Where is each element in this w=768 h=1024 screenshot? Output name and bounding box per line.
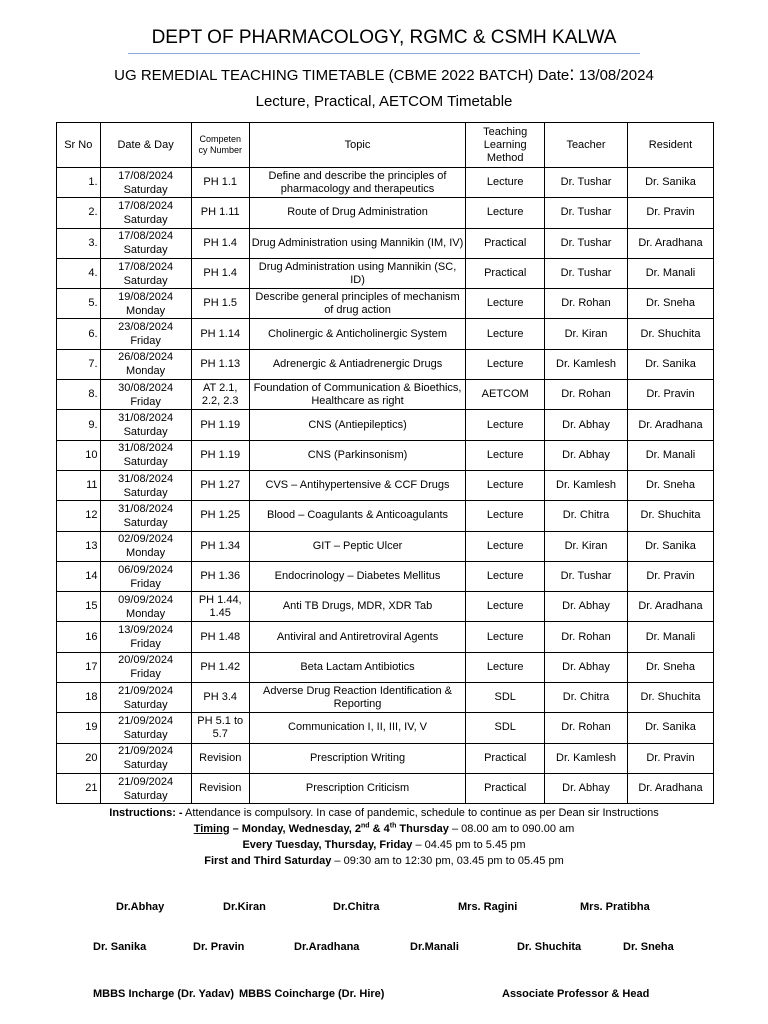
cell-resident: Dr. Manali: [627, 440, 713, 470]
signature-name: Dr. Shuchita: [517, 941, 582, 953]
cell-topic: Communication I, II, III, IV, V: [249, 713, 466, 743]
cell-teacher: Dr. Abhay: [545, 410, 628, 440]
instructions-block: [0, 805, 768, 869]
cell-day: Monday: [126, 607, 166, 620]
cell-teacher: Dr. Kiran: [545, 319, 628, 349]
cell-topic: Adverse Drug Reaction Identification & Reporting: [249, 683, 466, 713]
timing-part-1: – Monday, Wednesday, 2: [229, 823, 361, 835]
cell-topic: Beta Lactam Antibiotics: [249, 652, 466, 682]
signature-head: Associate Professor & Head: [502, 988, 650, 1000]
cell-topic: Drug Administration using Mannikin (SC, ID): [249, 258, 466, 288]
table-row: [57, 592, 714, 622]
cell-method: Practical: [466, 773, 545, 803]
table-row: [57, 713, 714, 743]
timing-sup-2: th: [389, 822, 397, 830]
cell-resident: Dr. Sneha: [627, 289, 713, 319]
cell-competency: PH 1.19: [191, 440, 249, 470]
header-topic: Topic: [249, 123, 466, 168]
cell-competency: PH 3.4: [191, 683, 249, 713]
cell-resident: Dr. Sneha: [627, 470, 713, 500]
instructions-label: Instructions: -: [109, 807, 183, 819]
cell-resident: Dr. Pravin: [627, 380, 713, 410]
cell-date-day: [100, 501, 191, 531]
cell-teacher: Dr. Tushar: [545, 228, 628, 258]
cell-method: Practical: [466, 743, 545, 773]
cell-topic: CNS (Antiepileptics): [249, 410, 466, 440]
cell-topic: Endocrinology – Diabetes Mellitus: [249, 561, 466, 591]
cell-sr-no: 2.: [57, 198, 101, 228]
cell-date-day: [100, 683, 191, 713]
cell-method: Lecture: [466, 289, 545, 319]
cell-date: 02/09/2024: [118, 533, 174, 546]
cell-sr-no: 4.: [57, 258, 101, 288]
timing-hours: – 08.00 am to 090.00 am: [448, 823, 575, 835]
cell-day: Monday: [126, 304, 166, 317]
cell-date-day: [100, 743, 191, 773]
cell-day: Friday: [130, 335, 161, 348]
signature-name: Dr.Aradhana: [294, 941, 360, 953]
cell-date-day: [100, 410, 191, 440]
cell-topic: Antiviral and Antiretroviral Agents: [249, 622, 466, 652]
table-row: [57, 440, 714, 470]
cell-method: Lecture: [466, 561, 545, 591]
cell-date: 17/08/2024: [118, 199, 174, 212]
cell-competency: PH 1.4: [191, 228, 249, 258]
timing-hours-3: – 09:30 am to 12:30 pm, 03.45 pm to 05.45 pm: [331, 855, 564, 867]
table-row: [57, 228, 714, 258]
subtitle-2: Lecture, Practical, AETCOM Timetable: [255, 93, 513, 110]
cell-teacher: Dr. Tushar: [545, 198, 628, 228]
cell-competency: PH 1.36: [191, 561, 249, 591]
cell-date-day: [100, 319, 191, 349]
instructions-line: [0, 805, 768, 821]
cell-topic: CNS (Parkinsonism): [249, 440, 466, 470]
cell-date: 09/09/2024: [118, 593, 174, 606]
cell-teacher: Dr. Kamlesh: [545, 470, 628, 500]
cell-competency: PH 1.42: [191, 652, 249, 682]
signature-name: Dr. Sneha: [623, 941, 674, 953]
cell-method: Lecture: [466, 592, 545, 622]
cell-resident: Dr. Pravin: [627, 198, 713, 228]
signature-name: Dr. Sanika: [93, 941, 147, 953]
cell-competency: PH 1.44, 1.45: [191, 592, 249, 622]
cell-competency: PH 1.27: [191, 470, 249, 500]
cell-sr-no: 11: [57, 470, 101, 500]
cell-sr-no: 17: [57, 652, 101, 682]
table-row: [57, 501, 714, 531]
cell-competency: PH 1.19: [191, 410, 249, 440]
table-row: [57, 470, 714, 500]
instructions-text: Attendance is compulsory. In case of pandemic, schedule to continue as per Dean sir Instructions: [182, 807, 659, 819]
cell-date-day: [100, 228, 191, 258]
cell-teacher: Dr. Tushar: [545, 561, 628, 591]
cell-topic: Prescription Criticism: [249, 773, 466, 803]
cell-date-day: [100, 289, 191, 319]
cell-date: 21/09/2024: [118, 775, 174, 788]
cell-competency: Revision: [191, 743, 249, 773]
cell-day: Friday: [130, 638, 161, 651]
cell-competency: PH 1.1: [191, 168, 249, 198]
table-row: [57, 743, 714, 773]
subtitle: [0, 65, 768, 84]
cell-date-day: [100, 258, 191, 288]
cell-day: Saturday: [123, 456, 168, 469]
cell-teacher: Dr. Chitra: [545, 683, 628, 713]
cell-date: 31/08/2024: [118, 442, 174, 455]
header-method: Teaching Learning Method: [466, 123, 545, 168]
cell-sr-no: 9.: [57, 410, 101, 440]
cell-topic: Drug Administration using Mannikin (IM, IV): [249, 228, 466, 258]
cell-resident: Dr. Sanika: [627, 713, 713, 743]
table-row: [57, 168, 714, 198]
cell-resident: Dr. Pravin: [627, 561, 713, 591]
cell-competency: PH 1.13: [191, 349, 249, 379]
cell-method: SDL: [466, 683, 545, 713]
cell-sr-no: 15: [57, 592, 101, 622]
cell-day: Saturday: [123, 426, 168, 439]
table-row: [57, 531, 714, 561]
timing-line-3: [0, 853, 768, 869]
timing-days-2: Every Tuesday, Thursday, Friday: [242, 839, 413, 851]
cell-teacher: Dr. Rohan: [545, 622, 628, 652]
header-competency: Competen cy Number: [191, 123, 249, 168]
header-sr-no: Sr No: [57, 123, 101, 168]
timing-label: Timing: [193, 823, 230, 835]
cell-competency: Revision: [191, 773, 249, 803]
cell-date-day: [100, 561, 191, 591]
cell-date: 21/09/2024: [118, 714, 174, 727]
cell-resident: Dr. Shuchita: [627, 319, 713, 349]
cell-sr-no: 21: [57, 773, 101, 803]
cell-competency: PH 1.4: [191, 258, 249, 288]
cell-date: 31/08/2024: [118, 472, 174, 485]
cell-resident: Dr. Sneha: [627, 652, 713, 682]
title-underline: [128, 53, 640, 54]
cell-day: Saturday: [123, 759, 168, 772]
cell-date-day: [100, 470, 191, 500]
cell-competency: PH 1.11: [191, 198, 249, 228]
cell-date-day: [100, 713, 191, 743]
cell-day: Saturday: [123, 486, 168, 499]
header-teacher: Teacher: [545, 123, 628, 168]
cell-competency: PH 1.14: [191, 319, 249, 349]
cell-method: Lecture: [466, 470, 545, 500]
cell-date-day: [100, 440, 191, 470]
cell-method: Lecture: [466, 198, 545, 228]
cell-resident: Dr. Pravin: [627, 743, 713, 773]
cell-day: Saturday: [123, 516, 168, 529]
cell-date-day: [100, 592, 191, 622]
cell-sr-no: 5.: [57, 289, 101, 319]
cell-date: 20/09/2024: [118, 654, 174, 667]
table-row: [57, 380, 714, 410]
cell-date: 31/08/2024: [118, 502, 174, 515]
timetable: [56, 122, 714, 804]
cell-resident: Dr. Aradhana: [627, 592, 713, 622]
cell-teacher: Dr. Abhay: [545, 652, 628, 682]
cell-sr-no: 12: [57, 501, 101, 531]
table-row: [57, 622, 714, 652]
cell-sr-no: 10: [57, 440, 101, 470]
cell-sr-no: 16: [57, 622, 101, 652]
table-row: [57, 773, 714, 803]
cell-date: 13/09/2024: [118, 624, 174, 637]
cell-day: Saturday: [123, 244, 168, 257]
cell-day: Monday: [126, 365, 166, 378]
table-row: [57, 561, 714, 591]
cell-method: Lecture: [466, 652, 545, 682]
cell-resident: Dr. Sanika: [627, 168, 713, 198]
cell-topic: Foundation of Communication & Bioethics, Healthcare as right: [249, 380, 466, 410]
cell-sr-no: 20: [57, 743, 101, 773]
timing-sup-1: nd: [360, 822, 370, 830]
table-row: [57, 319, 714, 349]
cell-method: Practical: [466, 258, 545, 288]
cell-teacher: Dr. Kiran: [545, 531, 628, 561]
cell-date-day: [100, 773, 191, 803]
timing-line: [0, 821, 768, 837]
cell-competency: PH 1.48: [191, 622, 249, 652]
cell-date: 26/08/2024: [118, 351, 174, 364]
cell-teacher: Dr. Rohan: [545, 380, 628, 410]
table-row: [57, 683, 714, 713]
cell-day: Monday: [126, 547, 166, 560]
cell-date-day: [100, 622, 191, 652]
cell-topic: Define and describe the principles of pharmacology and therapeutics: [249, 168, 466, 198]
table-row: [57, 289, 714, 319]
cell-date-day: [100, 380, 191, 410]
cell-topic: Route of Drug Administration: [249, 198, 466, 228]
cell-sr-no: 8.: [57, 380, 101, 410]
cell-method: Lecture: [466, 501, 545, 531]
timing-part-2: & 4: [369, 823, 390, 835]
cell-date-day: [100, 198, 191, 228]
cell-method: Practical: [466, 228, 545, 258]
cell-resident: Dr. Aradhana: [627, 228, 713, 258]
cell-sr-no: 3.: [57, 228, 101, 258]
signature-name: Mrs. Ragini: [458, 901, 518, 913]
cell-date: 19/08/2024: [118, 290, 174, 303]
cell-method: Lecture: [466, 168, 545, 198]
cell-date: 21/09/2024: [118, 745, 174, 758]
table-body: [57, 168, 714, 804]
cell-resident: Dr. Manali: [627, 622, 713, 652]
cell-method: Lecture: [466, 349, 545, 379]
signature-name: Dr.Manali: [410, 941, 459, 953]
signature-name: Dr.Kiran: [223, 901, 266, 913]
cell-resident: Dr. Sanika: [627, 531, 713, 561]
cell-teacher: Dr. Tushar: [545, 258, 628, 288]
cell-date-day: [100, 652, 191, 682]
signature-coincharge: MBBS Coincharge (Dr. Hire): [239, 988, 385, 1000]
cell-sr-no: 6.: [57, 319, 101, 349]
timing-days: [230, 823, 449, 835]
cell-date: 17/08/2024: [118, 169, 174, 182]
cell-teacher: Dr. Tushar: [545, 168, 628, 198]
signature-name: Dr.Chitra: [333, 901, 380, 913]
cell-date: 31/08/2024: [118, 412, 174, 425]
cell-sr-no: 18: [57, 683, 101, 713]
subtitle-colon: :: [569, 64, 575, 85]
cell-topic: Cholinergic & Anticholinergic System: [249, 319, 466, 349]
cell-topic: Adrenergic & Antiadrenergic Drugs: [249, 349, 466, 379]
cell-teacher: Dr. Abhay: [545, 773, 628, 803]
table-row: [57, 258, 714, 288]
cell-date: 30/08/2024: [118, 381, 174, 394]
cell-sr-no: 13: [57, 531, 101, 561]
cell-sr-no: 7.: [57, 349, 101, 379]
signature-name: Mrs. Pratibha: [580, 901, 650, 913]
timing-part-3: Thursday: [396, 823, 449, 835]
cell-method: Lecture: [466, 531, 545, 561]
header-date-day: Date & Day: [100, 123, 191, 168]
cell-resident: Dr. Manali: [627, 258, 713, 288]
cell-teacher: Dr. Abhay: [545, 440, 628, 470]
cell-topic: GIT – Peptic Ulcer: [249, 531, 466, 561]
cell-date-day: [100, 531, 191, 561]
cell-day: Friday: [130, 668, 161, 681]
cell-day: Saturday: [123, 789, 168, 802]
cell-method: Lecture: [466, 319, 545, 349]
cell-sr-no: 14: [57, 561, 101, 591]
timing-line-2: [0, 837, 768, 853]
cell-teacher: Dr. Rohan: [545, 289, 628, 319]
cell-method: Lecture: [466, 622, 545, 652]
cell-day: Saturday: [123, 183, 168, 196]
cell-competency: PH 1.34: [191, 531, 249, 561]
cell-date-day: [100, 168, 191, 198]
cell-method: Lecture: [466, 440, 545, 470]
cell-sr-no: 1.: [57, 168, 101, 198]
table-row: [57, 652, 714, 682]
cell-method: AETCOM: [466, 380, 545, 410]
subtitle-text: UG REMEDIAL TEACHING TIMETABLE (CBME 2022 BATCH) Date: [114, 67, 570, 84]
cell-sr-no: 19: [57, 713, 101, 743]
cell-resident: Dr. Shuchita: [627, 501, 713, 531]
cell-competency: PH 1.25: [191, 501, 249, 531]
cell-resident: Dr. Sanika: [627, 349, 713, 379]
cell-day: Saturday: [123, 728, 168, 741]
cell-topic: Anti TB Drugs, MDR, XDR Tab: [249, 592, 466, 622]
cell-teacher: Dr. Kamlesh: [545, 349, 628, 379]
cell-topic: Describe general principles of mechanism of drug action: [249, 289, 466, 319]
cell-teacher: Dr. Kamlesh: [545, 743, 628, 773]
cell-competency: PH 1.5: [191, 289, 249, 319]
cell-date: 06/09/2024: [118, 563, 174, 576]
cell-topic: Blood – Coagulants & Anticoagulants: [249, 501, 466, 531]
timing-days-3: First and Third Saturday: [204, 855, 332, 867]
table-row: [57, 349, 714, 379]
cell-teacher: Dr. Rohan: [545, 713, 628, 743]
page-title: DEPT OF PHARMACOLOGY, RGMC & CSMH KALWA: [151, 27, 617, 48]
cell-method: SDL: [466, 713, 545, 743]
cell-method: Lecture: [466, 410, 545, 440]
cell-day: Friday: [130, 577, 161, 590]
cell-teacher: Dr. Abhay: [545, 592, 628, 622]
table-row: [57, 410, 714, 440]
cell-day: Saturday: [123, 213, 168, 226]
cell-date-day: [100, 349, 191, 379]
cell-day: Saturday: [123, 698, 168, 711]
timing-hours-2: – 04.45 pm to 5.45 pm: [412, 839, 526, 851]
header-resident: Resident: [627, 123, 713, 168]
cell-date: 21/09/2024: [118, 684, 174, 697]
cell-teacher: Dr. Chitra: [545, 501, 628, 531]
cell-day: Friday: [130, 395, 161, 408]
signature-name: Dr. Pravin: [193, 941, 245, 953]
signature-name: Dr.Abhay: [116, 901, 165, 913]
cell-date: 17/08/2024: [118, 230, 174, 243]
cell-day: Saturday: [123, 274, 168, 287]
cell-competency: PH 5.1 to 5.7: [191, 713, 249, 743]
table-header-row: [57, 123, 714, 168]
cell-topic: CVS – Antihypertensive & CCF Drugs: [249, 470, 466, 500]
cell-resident: Dr. Aradhana: [627, 410, 713, 440]
cell-topic: Prescription Writing: [249, 743, 466, 773]
cell-date: 17/08/2024: [118, 260, 174, 273]
signature-incharge: MBBS Incharge (Dr. Yadav): [93, 988, 235, 1000]
table-row: [57, 198, 714, 228]
subtitle-date: 13/08/2024: [574, 67, 654, 84]
cell-date: 23/08/2024: [118, 321, 174, 334]
cell-resident: Dr. Aradhana: [627, 773, 713, 803]
cell-competency: AT 2.1, 2.2, 2.3: [191, 380, 249, 410]
cell-resident: Dr. Shuchita: [627, 683, 713, 713]
